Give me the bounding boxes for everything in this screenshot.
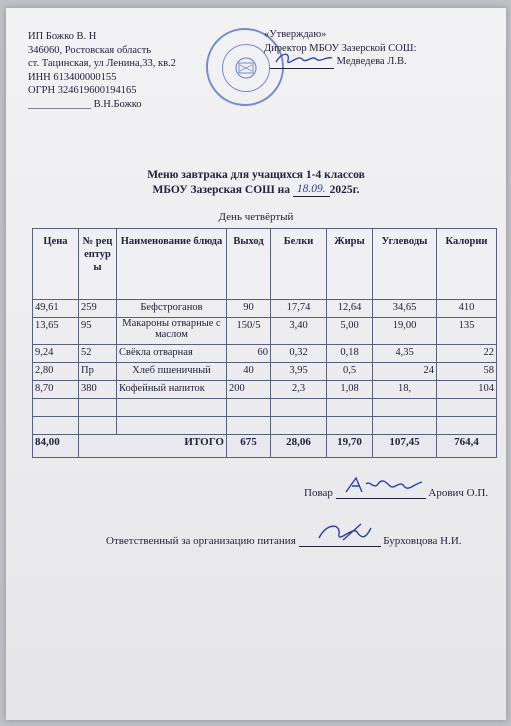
cell-price: 8,70 [33, 381, 79, 399]
stamp-emblem [222, 44, 270, 92]
doc-title-line1: Меню завтрака для учащихся 1-4 классов [147, 169, 365, 181]
total-carbs: 107,45 [373, 435, 437, 458]
doc-date: 18.09. [293, 182, 330, 197]
cell-portion: 90 [227, 300, 271, 318]
director-signature-icon [272, 50, 336, 66]
cell-recipe: 259 [79, 300, 117, 318]
cell-fats: 12,64 [327, 300, 373, 318]
cell-fats: 1,08 [327, 381, 373, 399]
cook-signature [336, 484, 426, 499]
header-dish: Наименование блюда [117, 229, 227, 300]
vendor-name: ИП Божко В. Н [28, 31, 97, 42]
cell-dish: Бефстроганов [117, 300, 227, 318]
cell-recipe: 95 [79, 318, 117, 345]
table-row [33, 318, 497, 345]
cell-price: 13,65 [33, 318, 79, 345]
doc-title-suffix: 2025г. [329, 184, 360, 196]
cook-signature-row [304, 484, 488, 499]
cell-dish: Хлеб пшеничный [117, 363, 227, 381]
cook-signature-icon [340, 474, 430, 496]
vendor-address-line2: ст. Тацинская, ул Ленина,33, кв.2 [28, 58, 176, 69]
cell-proteins: 3,95 [271, 363, 327, 381]
responsible-signature-row [106, 532, 462, 547]
vendor-signature-line: ____________ В.Н.Божко [28, 98, 142, 110]
cell-dish: Кофейный напиток [117, 381, 227, 399]
cell-fats: 0,18 [327, 345, 373, 363]
header-recipe: № рецептуры [79, 229, 117, 300]
director-signature [270, 56, 334, 69]
cell-calories: 410 [437, 300, 497, 318]
approval-header: «Утверждаю» [264, 29, 327, 40]
cell-calories: 135 [437, 318, 497, 345]
cell-portion: 60 [227, 345, 271, 363]
table-total-row [33, 435, 497, 458]
approval-position: Директор МБОУ Зазерской СОШ: [264, 42, 417, 54]
table-row-empty [33, 399, 497, 417]
cell-carbs: 24 [373, 363, 437, 381]
cell-price: 2,80 [33, 363, 79, 381]
cell-price: 9,24 [33, 345, 79, 363]
cell-proteins: 2,3 [271, 381, 327, 399]
vendor-ogrn: ОГРН 324619600194165 [28, 85, 137, 96]
vendor-block [28, 30, 176, 111]
cell-fats: 5,00 [327, 318, 373, 345]
responsible-label: Ответственный за организацию питания [106, 535, 296, 547]
header-price: Цена [33, 229, 79, 300]
table-row [33, 345, 497, 363]
cell-carbs: 19,00 [373, 318, 437, 345]
document-page [6, 8, 506, 720]
doc-title-line2 [6, 182, 506, 197]
total-fats: 19,70 [327, 435, 373, 458]
responsible-signature-icon [313, 520, 395, 544]
approval-signature-row [264, 55, 416, 69]
vendor-inn: ИНН 613400000155 [28, 71, 117, 83]
table-row [33, 381, 497, 399]
cell-recipe: 52 [79, 345, 117, 363]
stamp-emblem-icon [223, 45, 269, 91]
cell-fats: 0,5 [327, 363, 373, 381]
doc-title-prefix: МБОУ Зазерская СОШ на [152, 184, 291, 196]
approval-block [264, 28, 416, 69]
cell-recipe: 380 [79, 381, 117, 399]
cell-carbs: 18, [373, 381, 437, 399]
cell-carbs: 34,65 [373, 300, 437, 318]
cook-name: Арович О.П. [428, 487, 489, 499]
total-label: ИТОГО [117, 435, 227, 458]
cell-proteins: 3,40 [271, 318, 327, 345]
total-portion: 675 [227, 435, 271, 458]
header-carbs: Углеводы [373, 229, 437, 300]
header-fats: Жиры [327, 229, 373, 300]
cell-portion: 40 [227, 363, 271, 381]
day-label: День четвёртый [218, 211, 294, 223]
header-portion: Выход [227, 229, 271, 300]
approval-signer: Медведева Л.В. [336, 56, 407, 67]
responsible-name: Бурховцова Н.И. [383, 535, 462, 547]
table-header-row [33, 229, 497, 300]
cell-carbs: 4,35 [373, 345, 437, 363]
doc-title [6, 168, 506, 197]
total-price: 84,00 [33, 435, 79, 458]
cell-calories: 22 [437, 345, 497, 363]
cell-calories: 104 [437, 381, 497, 399]
cell-proteins: 17,74 [271, 300, 327, 318]
responsible-signature [299, 532, 381, 547]
menu-table [32, 228, 497, 458]
cell-portion: 150/5 [227, 318, 271, 345]
table-row [33, 300, 497, 318]
cell-price: 49,61 [33, 300, 79, 318]
cook-label: Повар [304, 487, 333, 499]
cell-dish: Макароны отварные с маслом [117, 318, 227, 345]
cell-dish: Свёкла отварная [117, 345, 227, 363]
cell-recipe: Пр [79, 363, 117, 381]
cell-portion: 200 [227, 381, 271, 399]
cell-proteins: 0,32 [271, 345, 327, 363]
header-calories: Калории [437, 229, 497, 300]
table-row [33, 363, 497, 381]
total-proteins: 28,06 [271, 435, 327, 458]
table-row-empty [33, 417, 497, 435]
vendor-address-line1: 346060, Ростовская область [28, 44, 152, 56]
header-proteins: Белки [271, 229, 327, 300]
cell-calories: 58 [437, 363, 497, 381]
total-calories: 764,4 [437, 435, 497, 458]
